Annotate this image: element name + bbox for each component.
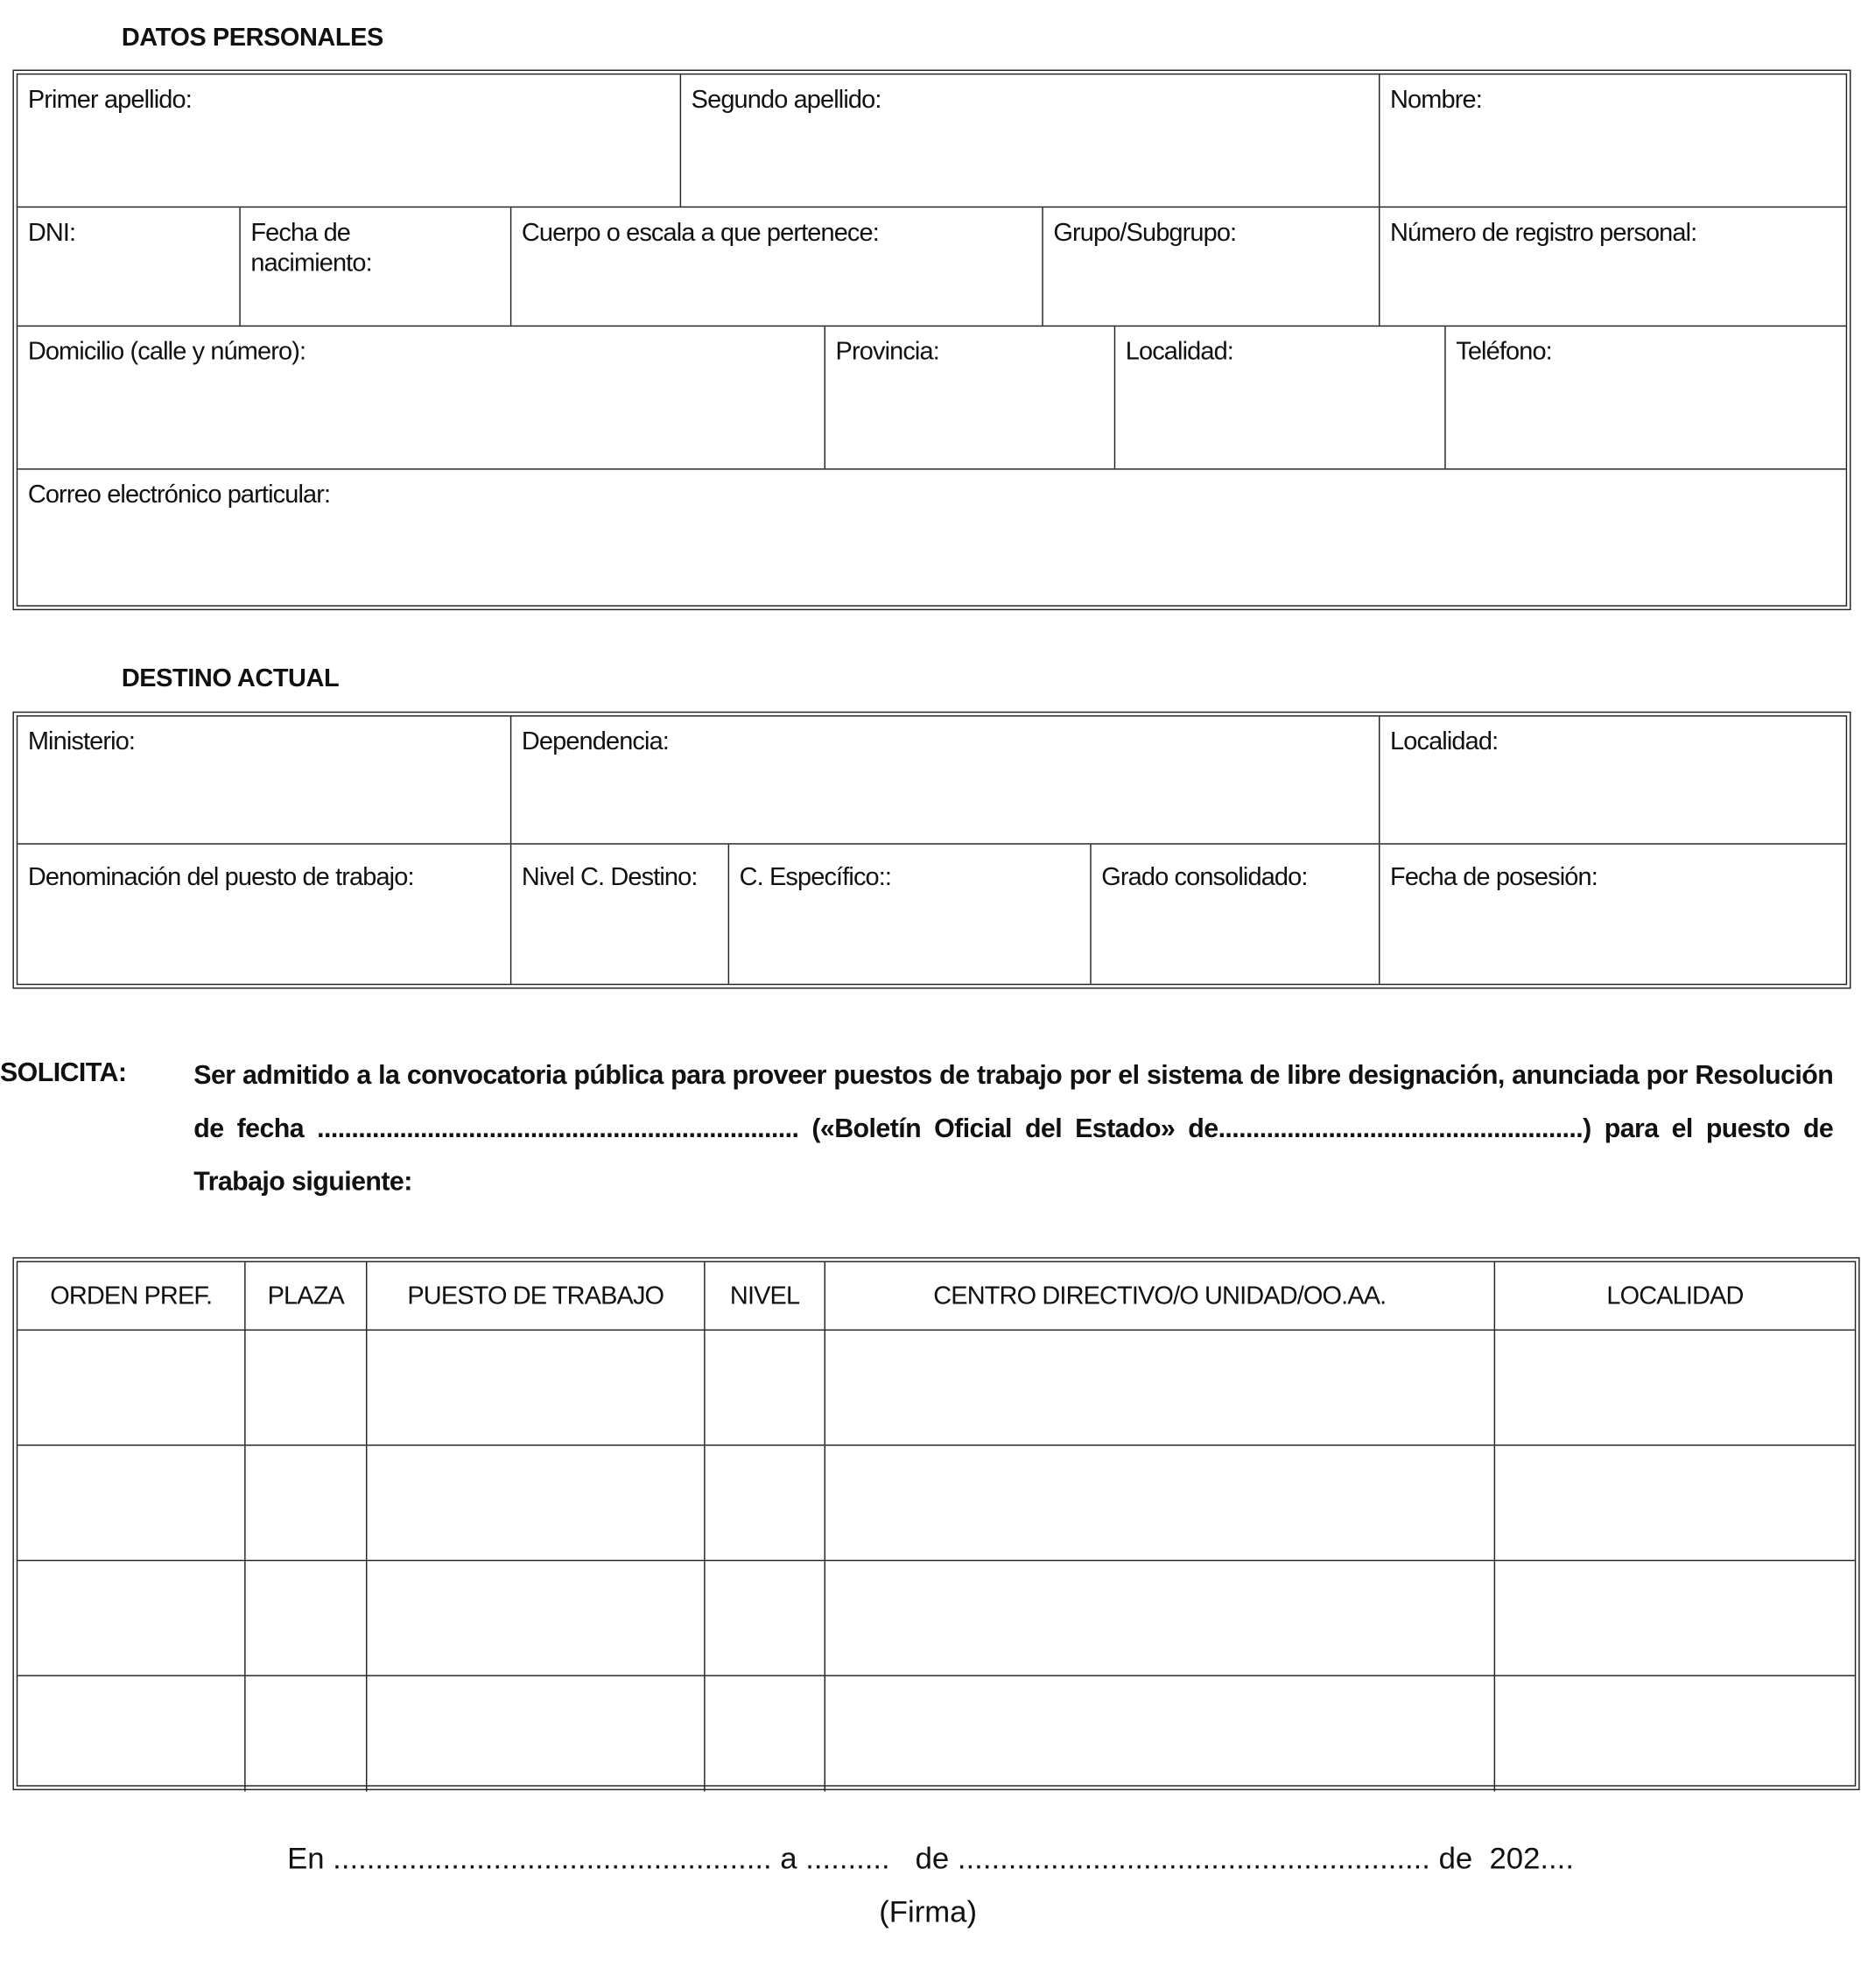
field-correo[interactable]: Correo electrónico particular: [27,481,331,509]
table-row [18,1676,1855,1792]
table-cell[interactable] [18,1676,245,1792]
table-row [18,1561,1855,1676]
current-post-table [12,712,1850,989]
table-cell[interactable] [367,1676,705,1792]
header-orden: ORDEN PREF. [18,1262,245,1330]
table-cell[interactable] [1495,1676,1855,1792]
table-cell[interactable] [825,1561,1495,1675]
table-cell[interactable] [246,1331,368,1444]
table-cell[interactable] [18,1446,245,1560]
section-heading-destino: DESTINO ACTUAL [121,664,340,693]
field-fecha-posesion[interactable]: Fecha de posesión: [1390,863,1598,892]
table-cell[interactable] [246,1561,368,1675]
field-ministerio[interactable]: Ministerio: [18,717,511,844]
personal-data-table [12,70,1850,611]
field-telefono[interactable]: Teléfono: [1456,338,1552,366]
field-denominacion[interactable]: Denominación del puesto de trabajo: [18,845,511,984]
field-provincia[interactable]: Provincia: [825,327,1115,468]
solicita-label: SOLICITA: [0,1058,127,1088]
field-especifico[interactable]: C. Específico:: [729,845,1092,984]
table-cell[interactable] [706,1676,825,1792]
table-cell[interactable] [825,1446,1495,1560]
header-plaza: PLAZA [246,1262,368,1330]
header-localidad: LOCALIDAD [1606,1282,1744,1310]
table-cell[interactable] [18,1561,245,1675]
field-fecha-nacimiento[interactable]: Fecha de nacimiento: [241,207,512,326]
table-row [18,1331,1855,1446]
table-cell[interactable] [367,1331,705,1444]
header-puesto: PUESTO DE TRABAJO [367,1262,705,1330]
firma-label: (Firma) [879,1895,978,1930]
requested-posts-table [12,1257,1859,1790]
field-dependencia[interactable]: Dependencia: [511,717,1380,844]
field-primer-apellido[interactable]: Primer apellido: [18,74,681,206]
field-segundo-apellido[interactable]: Segundo apellido: [681,74,1380,206]
table-cell[interactable] [18,1331,245,1444]
table-cell[interactable] [825,1331,1495,1444]
table-cell[interactable] [246,1676,368,1792]
table-row [18,1446,1855,1562]
table-cell[interactable] [246,1446,368,1560]
field-nombre[interactable]: Nombre: [1390,86,1482,115]
table-cell[interactable] [706,1446,825,1560]
header-centro: CENTRO DIRECTIVO/O UNIDAD/OO.AA. [825,1262,1495,1330]
table-cell[interactable] [1495,1561,1855,1675]
table-header-row [18,1262,1855,1331]
table-cell[interactable] [1495,1446,1855,1560]
field-nrp[interactable]: Número de registro personal: [1390,219,1697,248]
field-grado[interactable]: Grado consolidado: [1092,845,1380,984]
field-localidad-destino[interactable]: Localidad: [1390,727,1499,756]
table-cell[interactable] [1495,1331,1855,1444]
field-domicilio[interactable]: Domicilio (calle y número): [18,327,825,468]
field-dni[interactable]: DNI: [18,207,241,326]
header-nivel: NIVEL [706,1262,825,1330]
table-cell[interactable] [706,1331,825,1444]
table-cell[interactable] [367,1561,705,1675]
table-cell[interactable] [706,1561,825,1675]
solicita-text: Ser admitido a la convocatoria pública para proveer puestos de trabajo por el sistema de libre designación, anunciada por Resolución de fecha ...................................................................... («Boletín Oficial del Estado» de.....................................................) para el puesto de Trabajo siguiente: [193,1060,1834,1197]
field-nivel[interactable]: Nivel C. Destino: [511,845,729,984]
field-cuerpo[interactable]: Cuerpo o escala a que pertenece: [511,207,1043,326]
field-grupo[interactable]: Grupo/Subgrupo: [1043,207,1380,326]
table-cell[interactable] [825,1676,1495,1792]
section-heading-personal: DATOS PERSONALES [121,24,383,53]
field-localidad[interactable]: Localidad: [1115,327,1445,468]
signature-date-line: En .................................................... a .......... de ........................................................ de 202.... [287,1842,1574,1877]
table-cell[interactable] [367,1446,705,1560]
